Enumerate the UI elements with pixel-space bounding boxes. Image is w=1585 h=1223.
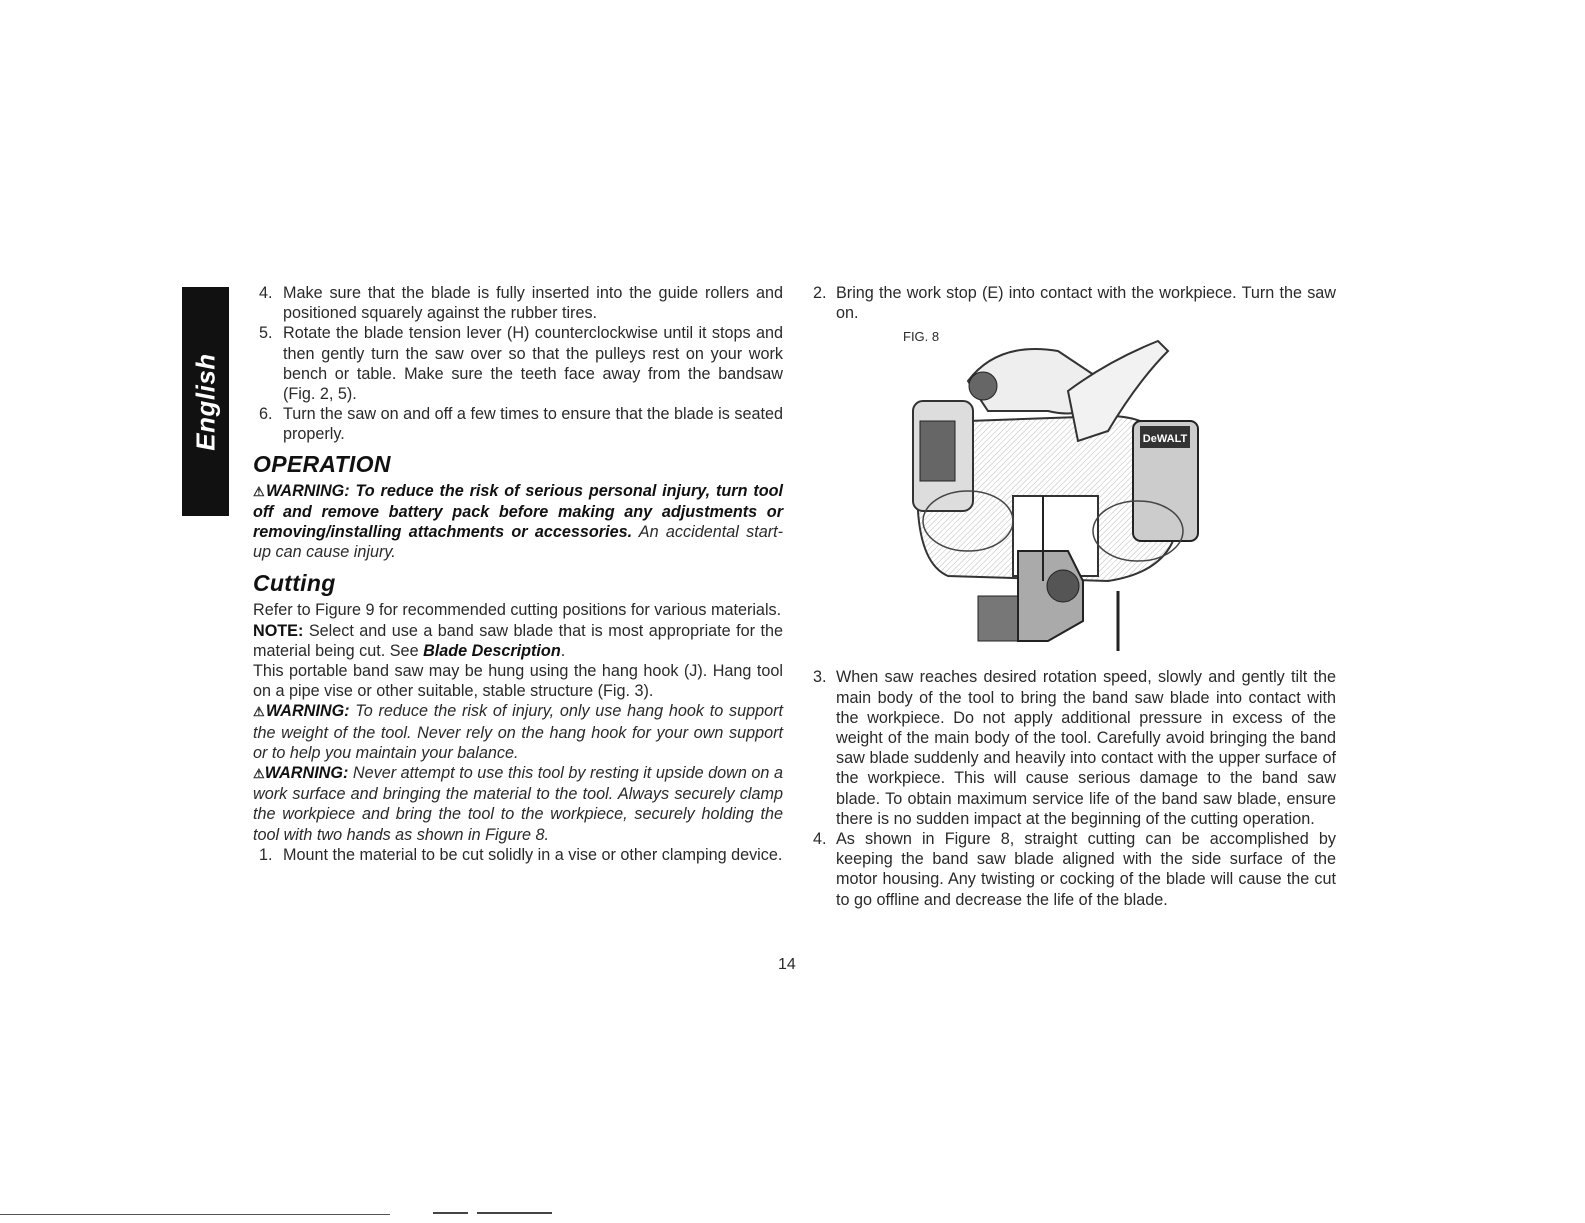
note-label: NOTE: bbox=[253, 621, 304, 640]
warning-text: To reduce the risk of injury, only use hang hook to support the weight of the tool. Never rely on the hang hook for your own support or to help you maintain your balance. bbox=[253, 702, 783, 762]
language-tab bbox=[182, 287, 229, 516]
warning-icon: ⚠ bbox=[253, 766, 265, 782]
warning-text: Never attempt to use this tool by resting it upside down on a work surface and bringing the material to the tool. Always securely clamp the workpiece and bring the tool to the workpiece, securely holding the tool with two hands as shown in Figure 8. bbox=[253, 764, 783, 844]
list-number: 4. bbox=[813, 830, 827, 849]
list-item bbox=[253, 283, 783, 323]
list-text: Make sure that the blade is fully inserted into the guide rollers and positioned squarely against the rubber tires. bbox=[283, 284, 783, 323]
bandsaw-illustration bbox=[908, 321, 1298, 661]
warning-label: WARNING: bbox=[264, 764, 349, 783]
language-tab-label: English bbox=[190, 352, 220, 451]
list-text: Turn the saw on and off a few times to ensure that the blade is seated properly. bbox=[283, 405, 783, 444]
list-item bbox=[813, 667, 1336, 829]
list-text: As shown in Figure 8, straight cutting can be accomplished by keeping the band saw blade aligned with the side surface of the motor housing. Any twisting or cocking of the blade will cause the cut to go offline and decrease the life of the blade. bbox=[836, 830, 1336, 909]
left-column bbox=[253, 283, 783, 865]
warning-paragraph bbox=[253, 481, 783, 563]
list-item bbox=[813, 283, 1336, 323]
scan-mark bbox=[477, 1212, 552, 1214]
warning-icon: ⚠ bbox=[253, 483, 267, 499]
list-number: 2. bbox=[813, 284, 827, 302]
scan-edge-line bbox=[0, 1214, 390, 1215]
note-paragraph bbox=[253, 621, 783, 661]
warning-label: WARNING: bbox=[265, 702, 350, 721]
page-number: 14 bbox=[778, 956, 796, 973]
right-column bbox=[813, 283, 1336, 910]
warning-icon: ⚠ bbox=[253, 704, 266, 720]
warning-italic-text: An accidental start-up can cause injury. bbox=[253, 523, 783, 562]
list-number: 3. bbox=[813, 668, 827, 687]
figure-label: FIG. 8 bbox=[903, 329, 940, 345]
list-item bbox=[253, 404, 783, 444]
brand-label: DeWALT bbox=[1142, 433, 1188, 446]
list-number: 5. bbox=[259, 324, 273, 343]
warning-bold-text: WARNING: To reduce the risk of serious personal injury, turn tool off and remove battery pack before making any adjustments or removing/installing attachments or accessories. bbox=[253, 481, 783, 542]
list-item bbox=[813, 829, 1336, 910]
operation-heading: OPERATION bbox=[253, 450, 391, 477]
note-reference: Blade Description bbox=[423, 641, 561, 660]
list-text: When saw reaches desired rotation speed, slowly and gently tilt the main body of the tool to bring the band saw blade into contact with the workpiece. Do not apply additional pressure in excess of the weight of the main body of the tool. Carefully avoid bringing the band saw blade suddenly and heavily into contact with the upper surface of the workpiece. This will cause serious damage to the band saw blade. To obtain maximum service life of the band saw blade, ensure there is no sudden impact at the beginning of the cutting operation. bbox=[836, 668, 1336, 828]
hang-hook-paragraph: This portable band saw may be hung using the hang hook (J). Hang tool on a pipe vise or other suitable, stable structure (Fig. 3). bbox=[253, 662, 783, 701]
warning-paragraph bbox=[253, 701, 783, 763]
list-item bbox=[253, 845, 783, 865]
list-number: 4. bbox=[259, 284, 273, 302]
note-text: Select and use a band saw blade that is most appropriate for the material being cut. See bbox=[253, 621, 783, 660]
note-end: . bbox=[560, 641, 566, 660]
list-number: 6. bbox=[259, 405, 273, 424]
list-text: Bring the work stop (E) into contact with the workpiece. Turn the saw on. bbox=[836, 284, 1336, 323]
scan-mark bbox=[433, 1212, 468, 1214]
figure-8 bbox=[813, 327, 1336, 657]
cutting-heading: Cutting bbox=[253, 570, 336, 597]
list-item bbox=[253, 323, 783, 404]
cutting-intro: Refer to Figure 9 for recommended cutting positions for various materials. bbox=[253, 601, 782, 620]
list-number: 1. bbox=[259, 845, 273, 864]
list-text: Mount the material to be cut solidly in a vise or other clamping device. bbox=[283, 845, 783, 864]
warning-paragraph bbox=[253, 763, 783, 845]
list-text: Rotate the blade tension lever (H) counterclockwise until it stops and then gently turn the saw over so that the pulleys rest on your work bench or table. Make sure the teeth face away from the bandsaw (Fig. 2, 5). bbox=[283, 324, 783, 404]
